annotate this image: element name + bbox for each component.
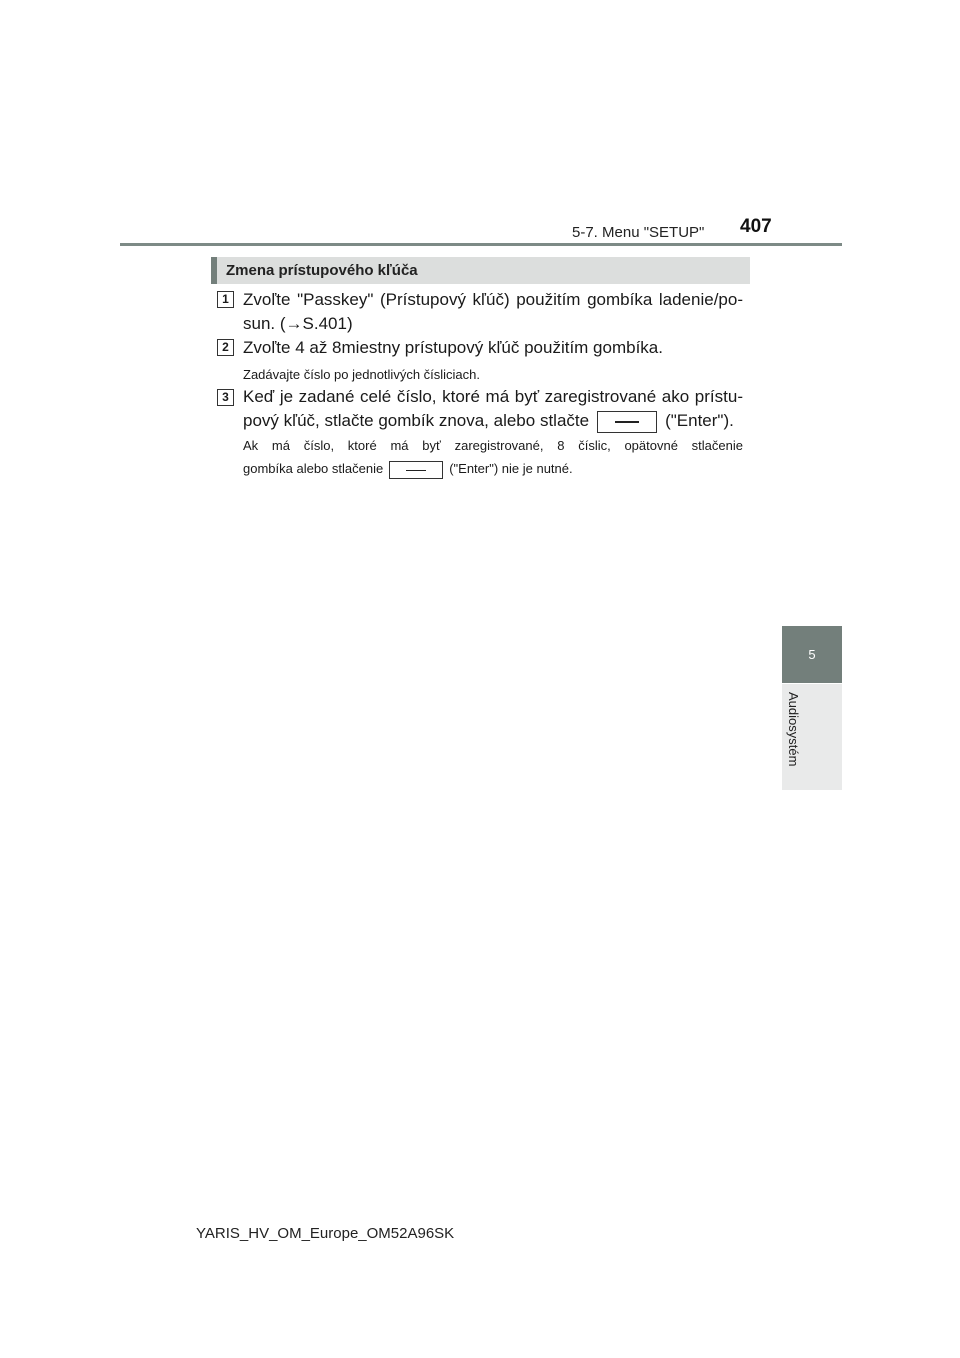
step-3-line-2-end: ("Enter"). xyxy=(665,411,734,430)
step-1-line-2: sun. (→S.401) xyxy=(243,314,353,333)
step-1-line-1: Zvoľte "Passkey" (Prístupový kľúč) použitím gombíka ladenie/po- xyxy=(243,290,743,309)
step-3-text xyxy=(243,385,743,433)
step-2-text: Zvoľte 4 až 8miestny prístupový kľúč použitím gombíka. xyxy=(243,338,663,357)
step-3-note-line-2-end: ("Enter") nie je nutné. xyxy=(449,461,573,476)
step-number-2: 2 xyxy=(217,339,234,356)
step-3-note-line-2 xyxy=(243,457,743,480)
page-number: 407 xyxy=(740,216,772,237)
chapter-tab xyxy=(782,626,842,683)
enter-button-small-icon xyxy=(389,461,443,479)
step-number-3: 3 xyxy=(217,389,234,406)
chapter-title: Audiosystém xyxy=(786,692,801,767)
step-3-note xyxy=(243,434,743,480)
section-heading: Zmena prístupového kľúča xyxy=(211,257,750,284)
footer-doc-id: YARIS_HV_OM_Europe_OM52A96SK xyxy=(196,1225,455,1242)
header-rule xyxy=(120,243,842,246)
step-3-line-2-start: pový kľúč, stlačte gombík znova, alebo stlačte xyxy=(243,411,590,430)
chapter-number: 5 xyxy=(808,647,816,662)
step-3-line-2 xyxy=(243,409,743,433)
step-1-text xyxy=(243,288,743,336)
step-3-line-1: Keď je zadané celé číslo, ktoré má byť zaregistrované ako prístu- xyxy=(243,387,743,406)
step-number-1: 1 xyxy=(217,291,234,308)
header-section-title: 5-7. Menu "SETUP" xyxy=(572,224,705,241)
step-2-note: Zadávajte číslo po jednotlivých čísliciach. xyxy=(243,367,481,382)
step-3-note-line-2-start: gombíka alebo stlačenie xyxy=(243,461,384,476)
step-3-note-line-1: Ak má číslo, ktoré má byť zaregistrované, 8 číslic, opätovné stlačenie xyxy=(243,438,743,453)
enter-button-icon xyxy=(597,411,657,433)
